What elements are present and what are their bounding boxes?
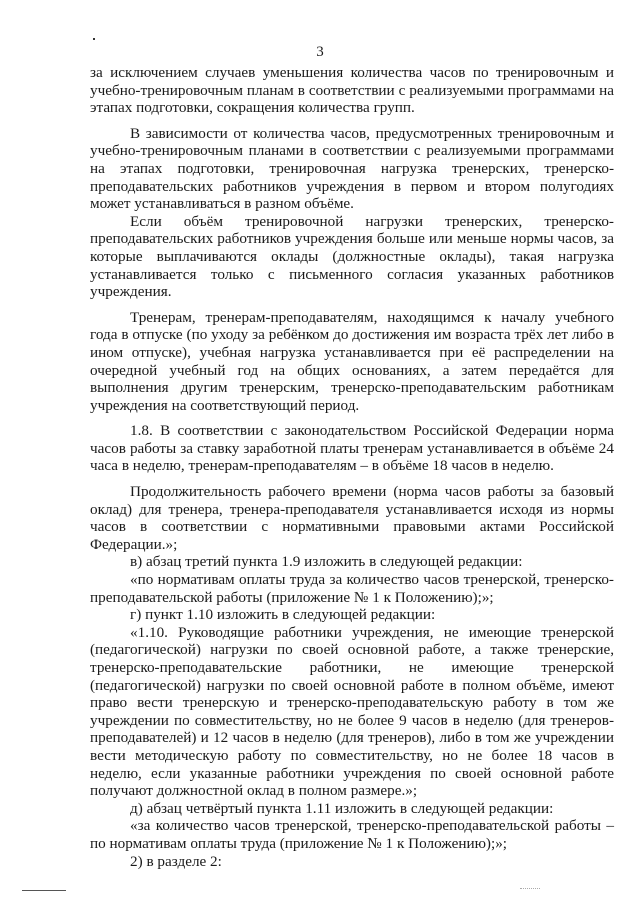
paragraph-7: в) абзац третий пункта 1.9 изложить в следующей редакции:: [130, 553, 523, 571]
paragraph-8: «по нормативам оплаты труда за количество часов тренерской, тренерско-преподавательской работы (приложение № 1 к Положению);»;: [90, 571, 614, 606]
paragraph-12: «за количество часов тренерской, тренерско-преподавательской работы – по нормативам оплаты труда (приложение № 1 к Положению);»;: [90, 817, 614, 852]
paragraph-1: за исключением случаев уменьшения количества часов по тренировочным и учебно-тренировочным планам в соответствии с реализуемыми программами на этапах подготовки, сокращения количества групп.: [90, 64, 614, 117]
paragraph-9: г) пункт 1.10 изложить в следующей редакции:: [130, 606, 436, 624]
paragraph-4: Тренерам, тренерам-преподавателям, находящимся к началу учебного года в отпуске (по уходу за ребёнком до достижения им возраста трёх лет либо в ином отпуске), учебная нагрузка устанавливается при её распределении на очередной учебный год на общих основаниях, а затем передаётся для выполнения другим тренерским, тренерско-преподавательским работникам учреждения на соответствующий период.: [90, 308, 614, 414]
paragraph-2: В зависимости от количества часов, предусмотренных тренировочным и учебно-тренировочным планами в соответствии с реализуемыми программами на этапах подготовки, тренировочная нагрузка тренерских, тренерско-преподавательских работников учреждения в первом и втором полугодиях может устанавливаться в разном объёме.: [90, 124, 614, 213]
paragraph-11: д) абзац четвёртый пункта 1.11 изложить в следующей редакции:: [130, 799, 554, 817]
page-number: 3: [316, 44, 324, 60]
paragraph-10: «1.10. Руководящие работники учреждения, не имеющие тренерской (педагогической) нагрузки по своей основной работе, а также тренерские, тренерско-преподавательские работники, не имеющие тренерской (педагогической) нагрузки по своей основной работе в полном объёме, имеют право вести тренерскую и тренерско-преподавательскую работу в том же учреждении по совместительству, но не более 9 часов в неделю (для тренеров-преподавателей) и 12 часов в неделю (для тренеров), либо в том же учреждении вести методическую работу по совместительству, но не более 18 часов в неделю, если указанные работники учреждения по своей основной работе получают должностной оклад в полном размере.»;: [90, 623, 614, 800]
paragraph-5: 1.8. В соответствии с законодательством Российской Федерации норма часов работы за ставку заработной платы тренерам устанавливается в объёме 24 часа в неделю, тренерам-преподавателям – в объёме 18 часов в неделю.: [90, 422, 614, 475]
document-body: [90, 64, 614, 870]
paragraph-6: Продолжительность рабочего времени (норма часов работы за базовый оклад) для тренера, тренера-преподавателя устанавливается исходя из нормы часов в соответствии с нормативными правовыми актами Российской Федерации.»;: [90, 483, 614, 553]
paragraph-3: Если объём тренировочной нагрузки тренерских, тренерско-преподавательских работников учреждения больше или меньше нормы часов, за которые выплачиваются оклады (должностные оклады), такая нагрузка устанавливается только с письменного согласия указанных работников учреждения.: [90, 212, 614, 301]
scan-marks: [520, 888, 540, 891]
footer-rule: [22, 890, 66, 891]
paragraph-13: 2) в разделе 2:: [130, 852, 222, 870]
scan-speck: [93, 38, 95, 40]
